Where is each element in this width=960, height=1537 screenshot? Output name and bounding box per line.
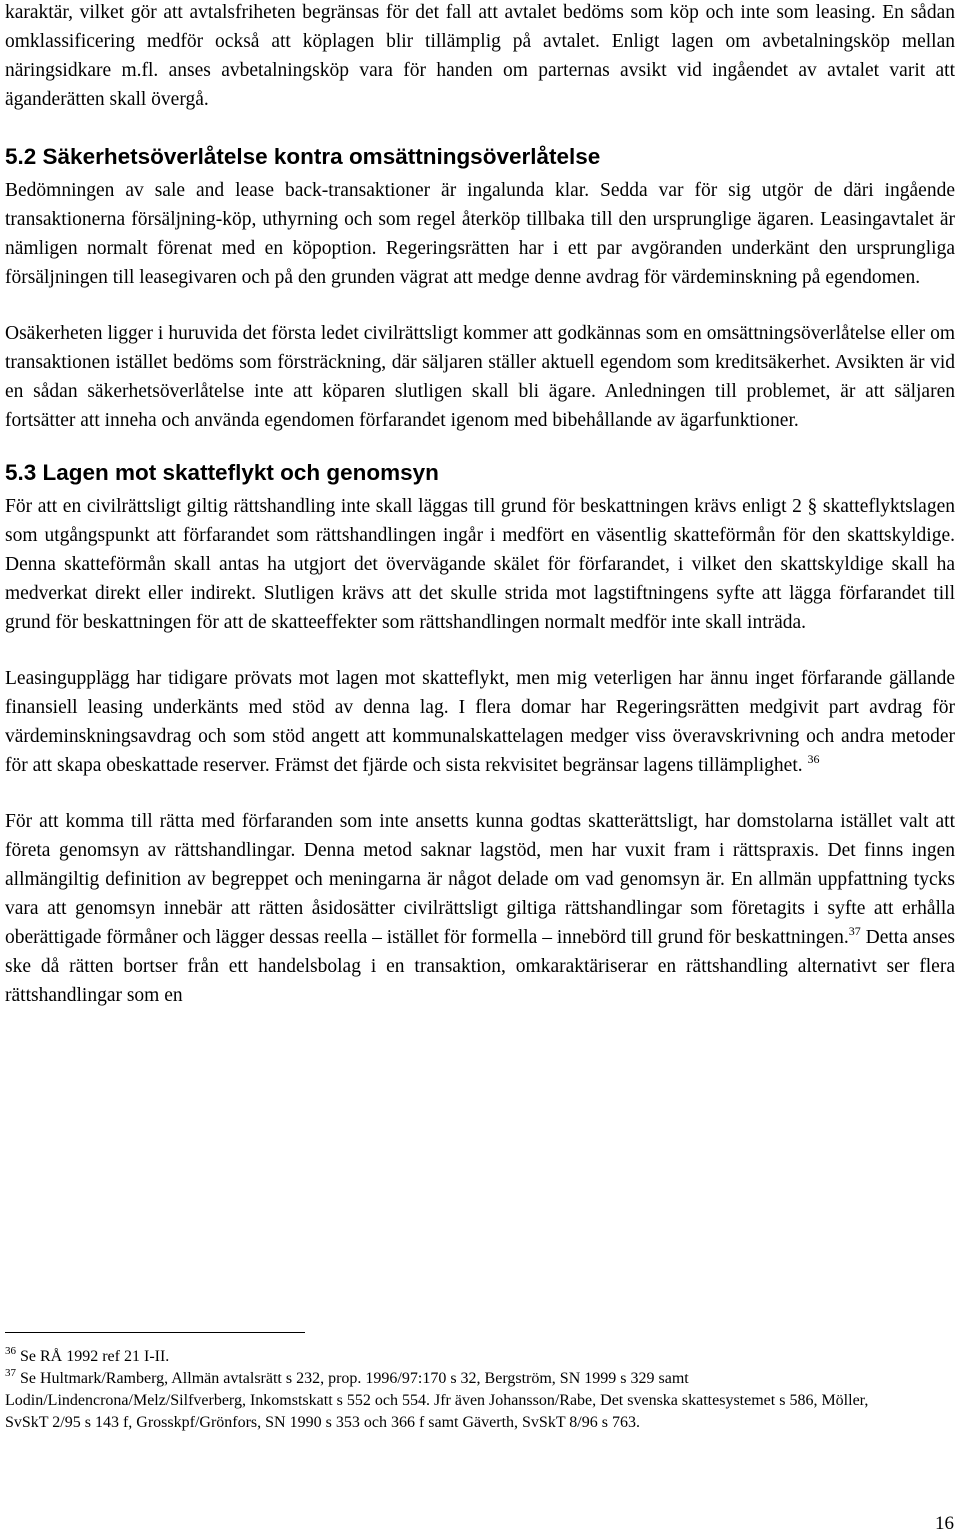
footnote-reference-37: 37 — [848, 924, 861, 938]
paragraph-text-continued: Detta anses ske då rätten bortser från ett handelsbolag i en transaktion, omkaraktäriserar en rättshandling alternativt ser flera rättshandlingar som en — [5, 927, 955, 1006]
footnote-text: Se Hultmark/Ramberg, Allmän avtalsrätt s 232, prop. 1996/97:170 s 32, Bergström, SN 1999 s 329 samt Lodin/Lindencrona/Melz/Silfverberg, Inkomstskatt s 552 och 554. Jfr även Johansson/Rabe, Det svenska skattesystemet s 586, Möller, SvSkT 2/95 s 143 f, Grosskpf/Grönfors, SN 1990 s 353 och 366 f samt Gäverth, SvSkT 8/96 s 763. — [5, 1370, 869, 1431]
footnote-text: Se RÅ 1992 ref 21 I-II. — [20, 1348, 170, 1365]
section-5-2-paragraph-1: Bedömningen av sale and lease back-transaktioner är ingalunda klar. Sedda var för sig utgör de däri ingående transaktionerna försäljning-köp, uthyrning och som regel återköp tillbaka till den ursprunglige ägaren. Leasingavtalet är nämligen normalt förenat med en köpoption. Regeringsrätten har i ett par avgöranden underkänt den ursprungliga försäljningen till leasegivaren och på den grunden vägrat att medge denne avdrag för värdeminskning på egendomen. — [5, 180, 955, 288]
footnote-36 — [5, 1346, 905, 1368]
intro-paragraph: karaktär, vilket gör att avtalsfriheten begränsas för det fall att avtalet bedöms som köp och inte som leasing. En sådan omklassificering medför också att köplagen blir tillämplig på avtalet. Enligt lagen om avbetalningsköp mellan näringsidkare m.fl. anses avbetalningsköp vara för handen om parternas avsikt vid ingåendet av avtalet varit att äganderätten skall övergå. — [5, 2, 955, 110]
section-5-3-paragraph-2 — [5, 664, 955, 780]
footnotes — [5, 1346, 905, 1434]
section-5-3-paragraph-1: För att en civilrättsligt giltig rättshandling inte skall läggas till grund för beskattningen krävs enligt 2 § skatteflyktslagen som utgångspunkt att förfarandet som rättshandlingen ingår i medfört en väsentlig skatteförmån för den skattskyldige. Denna skatteförmån skall antas ha utgjort det övervägande skälet för förfarandet, i vilket den skattskyldige skall ha medverkat direkt eller indirekt. Slutligen krävs att det skulle strida mot lagstiftningens syfte att lägga förfarandet till grund för beskattningen för att de skatteeffekter som rättshandlingen normalt medför inte skall inträda. — [5, 496, 955, 633]
paragraph-text: Leasingupplägg har tidigare prövats mot lagen mot skatteflykt, men mig veterligen har ännu inget förfarande gällande finansiell leasing underkänts med stöd av denna lag. I flera domar har Regeringsrätten medgivit part avdrag för värdeminskningsavdrag och som stöd angett att kommunalskattelagen medger viss överavskrivning och andra metoder för att skapa obeskattade reserver. Främst det fjärde och sista rekvisitet begränsar lagens tillämplighet. — [5, 668, 955, 776]
document-page — [5, 0, 955, 1010]
footnote-37 — [5, 1368, 905, 1434]
footnote-reference-36: 36 — [807, 752, 820, 766]
paragraph-text: För att komma till rätta med förfaranden som inte ansetts kunna godtas skatterättsligt, har domstolarna istället valt att företa genomsyn av rättshandlingar. Denna metod saknar lagstöd, men har vuxit fram i rättspraxis. Det finns ingen allmängiltig definition av begreppet och meningarna är något delade om vad genomsyn är. En allmän uppfattning tycks vara att genomsyn innebär att rätten åsidosätter civilrättsligt giltiga rättshandlingar som företagits i syfte att erhålla oberättigade förmåner och lägger dessas reella – istället för formella – innebörd till grund för beskattningen. — [5, 811, 955, 948]
footnote-separator — [5, 1332, 305, 1333]
section-heading-5-3: 5.3 Lagen mot skatteflykt och genomsyn — [5, 460, 439, 485]
page-number: 16 — [935, 1513, 954, 1534]
section-5-2-paragraph-2: Osäkerheten ligger i huruvida det första ledet civilrättsligt kommer att godkännas som en omsättningsöverlåtelse eller om transaktionen istället bedöms som försträckning, där säljaren ställer aktuell egendom som kreditsäkerhet. Avsikten är vid en sådan säkerhetsöverlåtelse inte att köparen slutligen skall bli ägare. Anledningen till problemet, är att säljaren fortsätter att inneha och använda egendomen förfarandet igenom med bibehållande av ägarfunktioner. — [5, 323, 955, 431]
section-5-3-paragraph-3 — [5, 807, 955, 1010]
footnote-number: 37 — [5, 1367, 16, 1379]
section-heading-5-2: 5.2 Säkerhetsöverlåtelse kontra omsättningsöverlåtelse — [5, 144, 601, 169]
footnote-number: 36 — [5, 1345, 16, 1357]
